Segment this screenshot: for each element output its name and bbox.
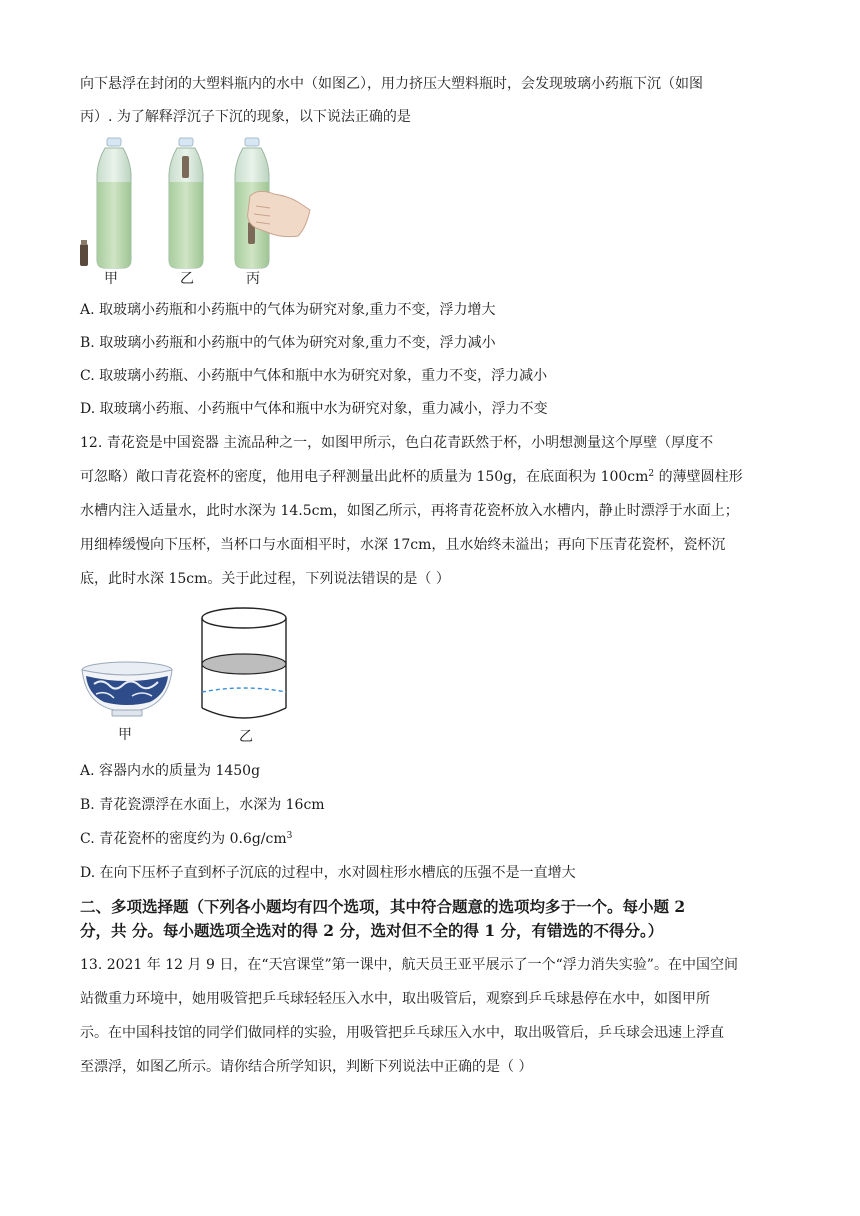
q12-fig-label-yi: 乙: [239, 729, 253, 745]
q11-option-d: D. 取玻璃小药瓶、小药瓶中气体和瓶中水为研究对象，重力减小，浮力不变: [80, 401, 548, 417]
q13-text-line-3: 示。在中国科技馆的同学们做同样的实验，用吸管把乒乓球压入水中，取出吸管后，乒乓球会迅速上浮直: [80, 1025, 724, 1041]
bottle-1-icon: [97, 138, 131, 268]
bottle-figure: [78, 136, 318, 272]
q12-option-d: D. 在向下压杯子直到杯子沉底的过程中，水对圆柱形水槽底的压强不是一直增大: [80, 865, 576, 881]
q12-text-line-4: 用细棒缓慢向下压杯，当杯口与水面相平时，水深 17cm，且水始终未溢出；再向下压青花瓷杯，瓷杯沉: [80, 537, 726, 553]
q12-text-line-1: 12. 青花瓷是中国瓷器 主流品种之一，如图甲所示，色白花青跃然于杯，小明想测量这个厚壁（厚度不: [80, 435, 714, 451]
small-vial-icon: [80, 240, 88, 266]
bottle-2-icon: [169, 138, 203, 268]
q12-text-line-5: 底，此时水深 15cm。关于此过程，下列说法错误的是（ ）: [80, 571, 450, 587]
fig-label-jia: 甲: [104, 271, 118, 287]
porcelain-bowl-figure: [80, 660, 174, 720]
q13-text-line-4: 至漂浮，如图乙所示。请你结合所学知识，判断下列说法中正确的是（ ）: [80, 1059, 533, 1075]
q11-text-line-2: 丙）. 为了解释浮沉子下沉的现象，以下说法正确的是: [80, 109, 411, 125]
q13-text-line-2: 站微重力环境中，她用吸管把乒乓球轻轻压入水中，取出吸管后，观察到乒乓球悬停在水中，如图甲所: [80, 991, 710, 1007]
q12-option-b: B. 青花瓷漂浮在水面上，水深为 16cm: [80, 797, 325, 813]
q11-option-b: B. 取玻璃小药瓶和小药瓶中的气体为研究对象,重力不变，浮力减小: [80, 335, 496, 351]
fig-label-bing: 丙: [246, 271, 260, 287]
q11-option-c: C. 取玻璃小药瓶、小药瓶中气体和瓶中水为研究对象，重力不变，浮力减小: [80, 368, 548, 384]
q13-text-line-1: 13. 2021 年 12 月 9 日，在“天宫课堂”第一课中，航天员王亚平展示了一个“浮力消失实验”。在中国空间: [80, 957, 738, 973]
q11-text-line-1: 向下悬浮在封闭的大塑料瓶内的水中（如图乙），用力挤压大塑料瓶时，会发现玻璃小药瓶下沉（如图: [80, 76, 703, 92]
q11-option-a: A. 取玻璃小药瓶和小药瓶中的气体为研究对象,重力不变，浮力增大: [80, 302, 496, 318]
q12-text-line-2: 可忽略）敞口青花瓷杯的密度，他用电子秤测量出此杯的质量为 150g，在底面积为 $100cm^2$ 的薄壁圆柱形: [80, 469, 743, 485]
section-2-heading-line-2: 分，共 分。每小题选项全选对的得 2 分，选对但不全的得 1 分，有错选的不得分。）: [80, 921, 664, 940]
q12-option-a: A. 容器内水的质量为 1450g: [80, 763, 261, 779]
fig-label-yi: 乙: [180, 271, 194, 287]
q12-text-line-3: 水槽内注入适量水，此时水深为 14.5cm，如图乙所示，再将青花瓷杯放入水槽内，静止时漂浮于水面上；: [80, 503, 739, 519]
cylinder-tank-figure: [196, 604, 292, 722]
section-2-heading-line-1: 二、多项选择题（下列各小题均有四个选项，其中符合题意的选项均多于一个。每小题 2: [80, 897, 686, 916]
q12-option-c: C. 青花瓷杯的密度约为 $0.6g/cm^3$: [80, 831, 293, 847]
q12-fig-label-jia: 甲: [118, 727, 132, 743]
